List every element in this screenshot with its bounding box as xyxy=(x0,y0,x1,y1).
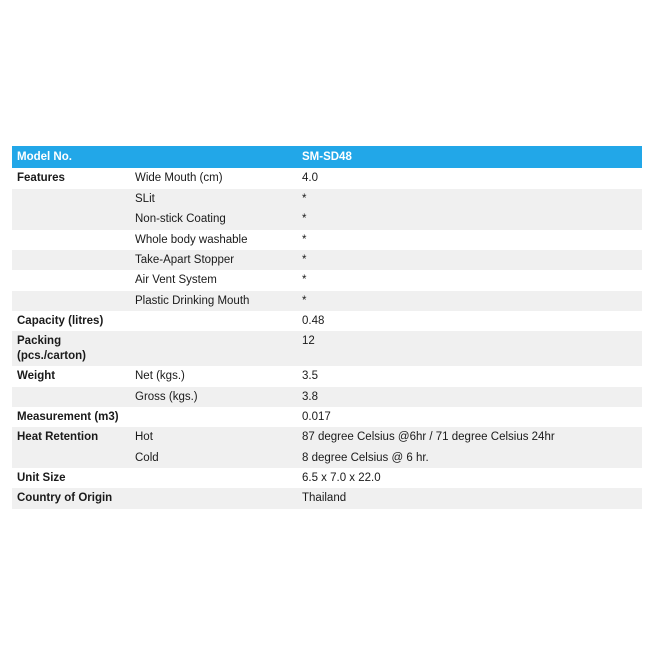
cell-attribute xyxy=(12,189,130,209)
spec-table-body xyxy=(12,146,642,509)
table-row xyxy=(12,387,642,407)
table-row xyxy=(12,189,642,209)
cell-attribute xyxy=(12,387,130,407)
cell-value: 3.8 xyxy=(297,387,642,407)
cell-sub-attribute xyxy=(130,488,297,508)
cell-value: 3.5 xyxy=(297,366,642,386)
cell-attribute: Country of Origin xyxy=(12,488,130,508)
cell-attribute: Packing (pcs./carton) xyxy=(12,331,130,366)
cell-value: 87 degree Celsius @6hr / 71 degree Celsius 24hr xyxy=(297,427,642,447)
cell-sub-attribute xyxy=(130,407,297,427)
cell-sub-attribute: Plastic Drinking Mouth xyxy=(130,291,297,311)
cell-value: 12 xyxy=(297,331,642,366)
table-row xyxy=(12,407,642,427)
cell-sub-attribute xyxy=(130,311,297,331)
specification-table xyxy=(12,146,642,509)
table-row xyxy=(12,270,642,290)
cell-sub-attribute: Non-stick Coating xyxy=(130,209,297,229)
table-row xyxy=(12,448,642,468)
cell-sub-attribute xyxy=(130,146,297,168)
cell-value: SM-SD48 xyxy=(297,146,642,168)
cell-value: Thailand xyxy=(297,488,642,508)
table-row xyxy=(12,427,642,447)
cell-sub-attribute: Cold xyxy=(130,448,297,468)
cell-sub-attribute: Whole body washable xyxy=(130,230,297,250)
cell-value: 0.017 xyxy=(297,407,642,427)
cell-sub-attribute xyxy=(130,331,297,366)
table-row xyxy=(12,230,642,250)
cell-sub-attribute: Wide Mouth (cm) xyxy=(130,168,297,188)
cell-sub-attribute: Hot xyxy=(130,427,297,447)
cell-attribute: Heat Retention xyxy=(12,427,130,447)
table-row xyxy=(12,168,642,188)
table-row xyxy=(12,250,642,270)
cell-attribute xyxy=(12,250,130,270)
cell-sub-attribute: Take-Apart Stopper xyxy=(130,250,297,270)
cell-attribute: Capacity (litres) xyxy=(12,311,130,331)
cell-value: 0.48 xyxy=(297,311,642,331)
cell-value: 6.5 x 7.0 x 22.0 xyxy=(297,468,642,488)
table-row xyxy=(12,311,642,331)
cell-sub-attribute xyxy=(130,468,297,488)
table-row xyxy=(12,209,642,229)
cell-value: * xyxy=(297,209,642,229)
cell-value: * xyxy=(297,270,642,290)
cell-value: * xyxy=(297,250,642,270)
table-row xyxy=(12,468,642,488)
cell-sub-attribute: Air Vent System xyxy=(130,270,297,290)
cell-attribute xyxy=(12,270,130,290)
cell-value: 4.0 xyxy=(297,168,642,188)
table-header-row xyxy=(12,146,642,168)
cell-attribute: Measurement (m3) xyxy=(12,407,130,427)
cell-attribute xyxy=(12,209,130,229)
cell-attribute xyxy=(12,448,130,468)
cell-attribute: Weight xyxy=(12,366,130,386)
table-row xyxy=(12,366,642,386)
cell-value: * xyxy=(297,189,642,209)
cell-value: * xyxy=(297,230,642,250)
table-row xyxy=(12,331,642,366)
table-row xyxy=(12,488,642,508)
cell-sub-attribute: Net (kgs.) xyxy=(130,366,297,386)
cell-attribute xyxy=(12,291,130,311)
cell-attribute: Features xyxy=(12,168,130,188)
spec-sheet xyxy=(12,146,642,509)
cell-value: * xyxy=(297,291,642,311)
table-row xyxy=(12,291,642,311)
cell-attribute: Unit Size xyxy=(12,468,130,488)
cell-value: 8 degree Celsius @ 6 hr. xyxy=(297,448,642,468)
cell-attribute: Model No. xyxy=(12,146,130,168)
cell-attribute xyxy=(12,230,130,250)
cell-sub-attribute: SLit xyxy=(130,189,297,209)
cell-sub-attribute: Gross (kgs.) xyxy=(130,387,297,407)
